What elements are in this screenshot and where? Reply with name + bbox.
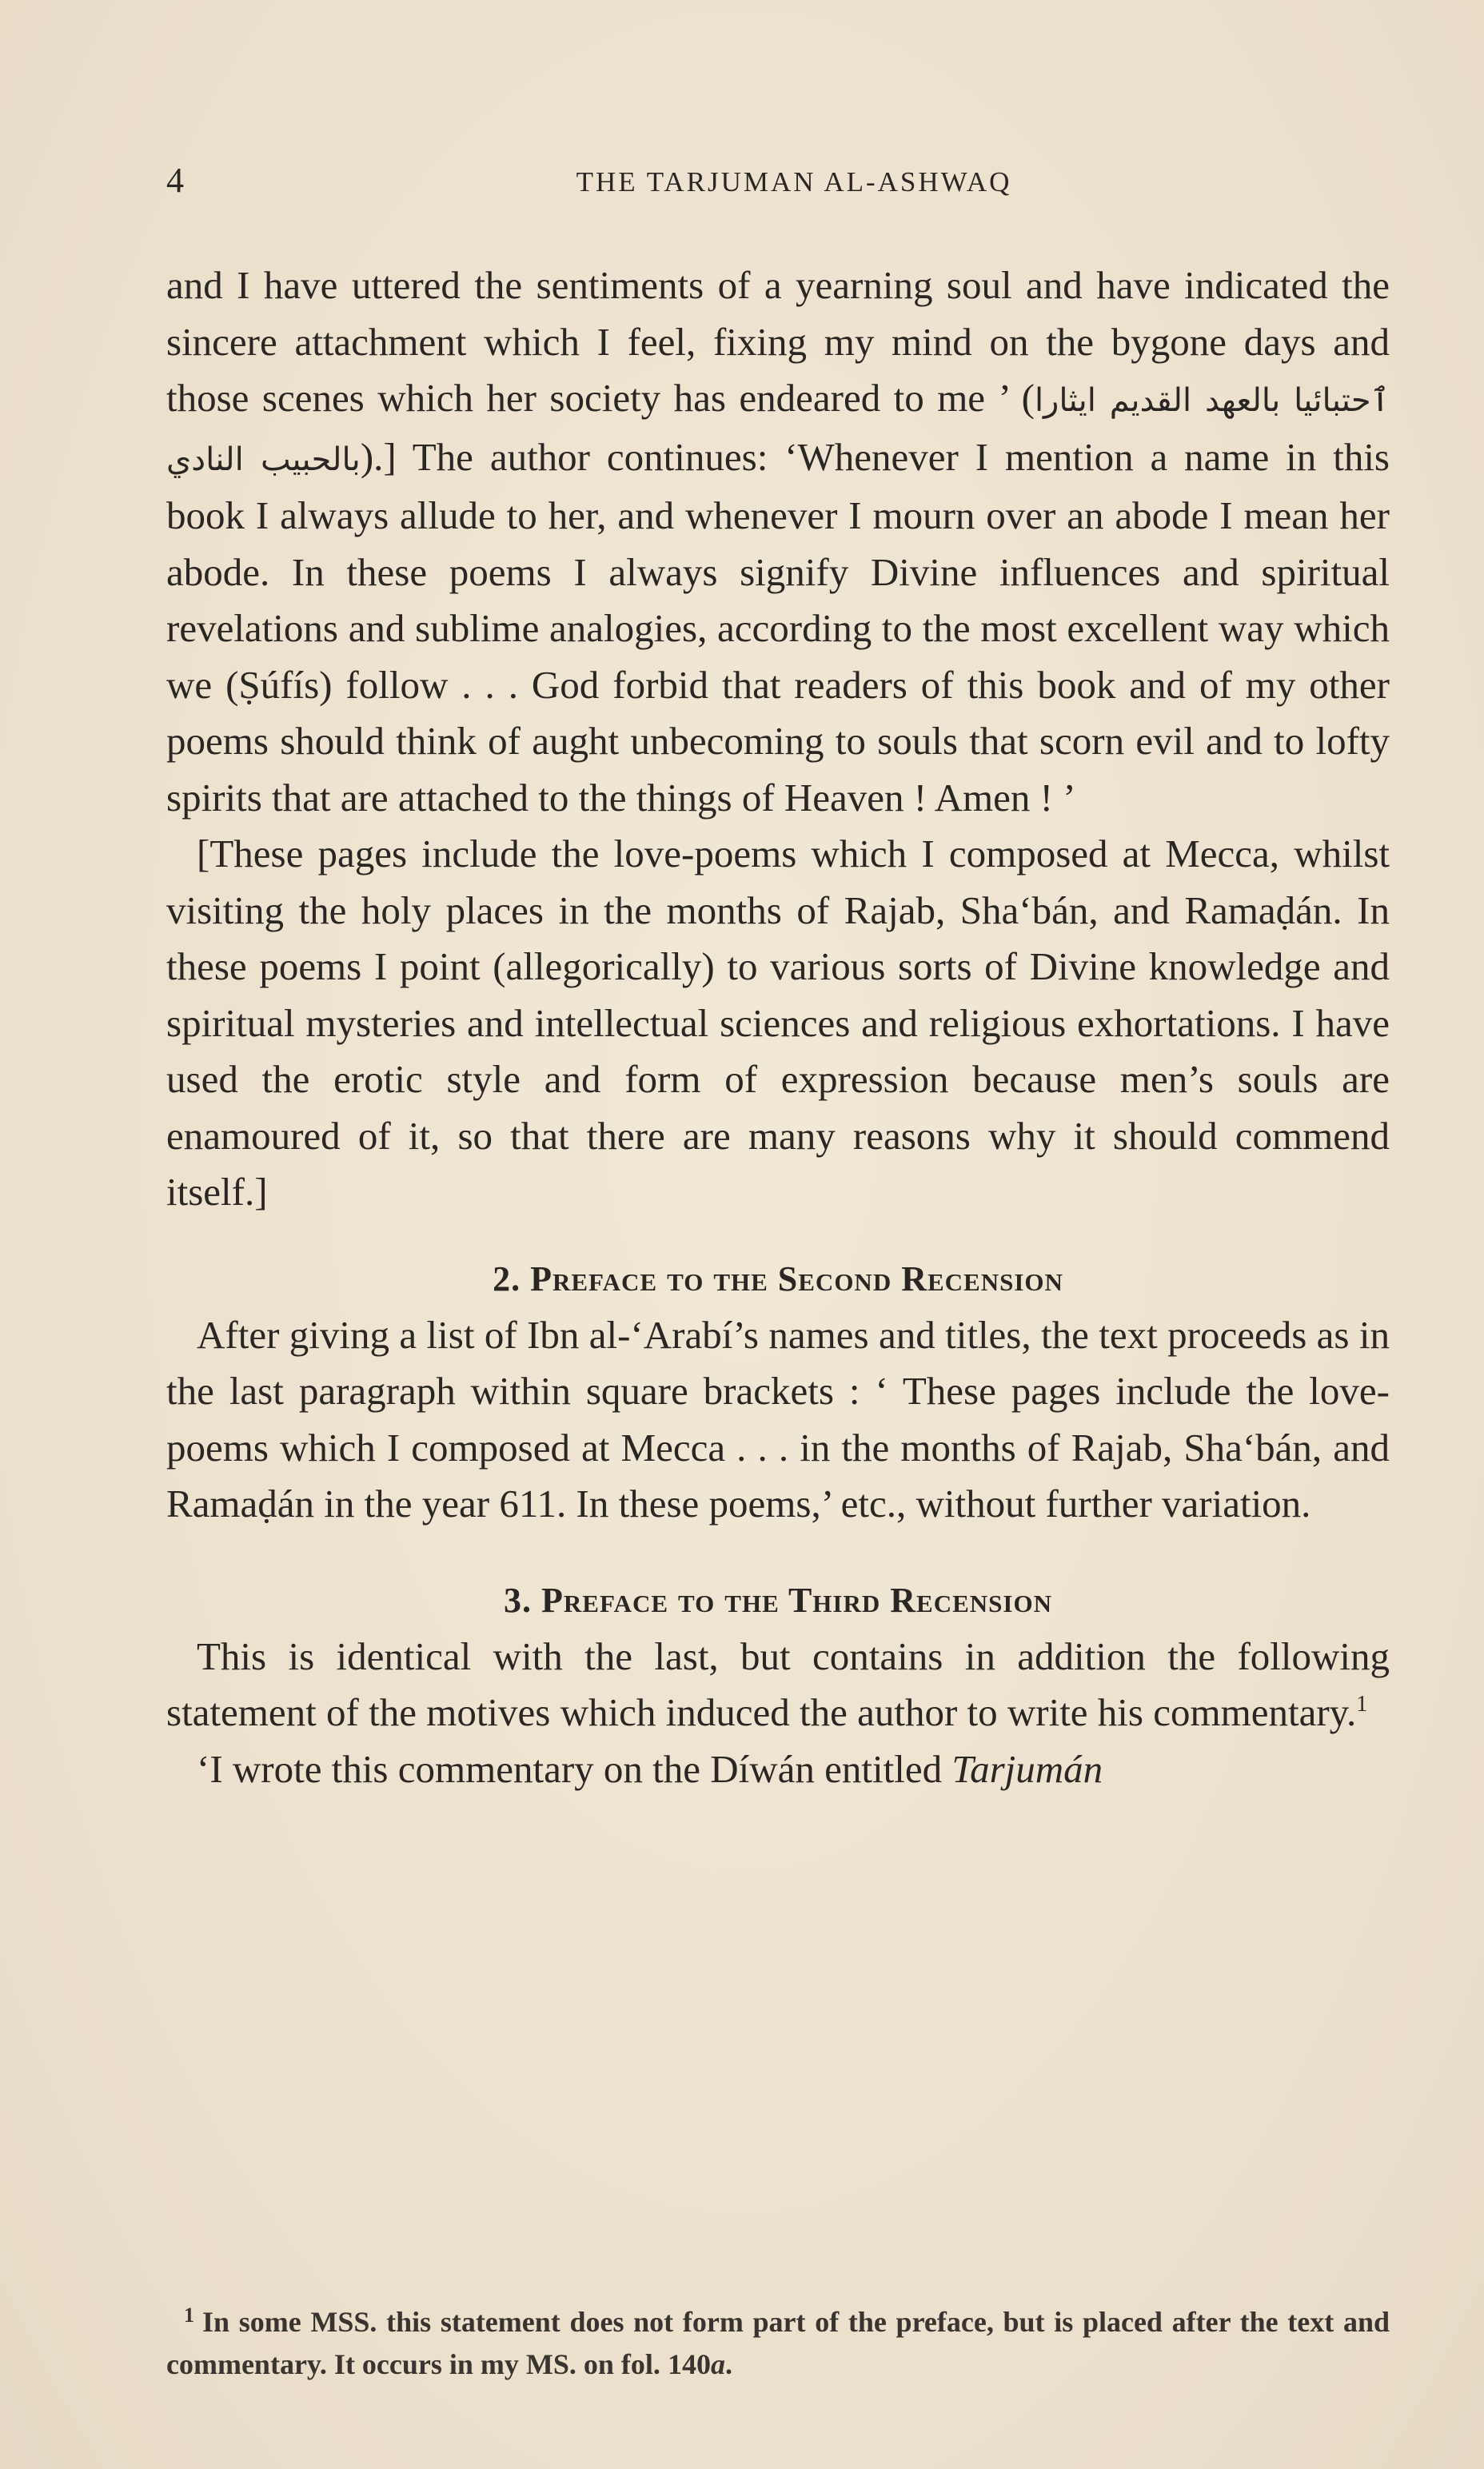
main-text	[166, 257, 1390, 1797]
paragraph-1	[166, 257, 1390, 826]
commentary-quote-text: ‘I wrote this commentary on the Díwán entitled	[197, 1746, 952, 1791]
footnote	[166, 2301, 1390, 2386]
commentary-quote-title: Tarjumán	[951, 1746, 1103, 1791]
page-number: 4	[166, 161, 184, 200]
footnote-paragraph	[166, 2301, 1390, 2386]
footnote-folio-letter: a	[710, 2348, 725, 2380]
footnote-text: In some MSS. this statement does not form part of the preface, but is placed after the text and commentary. It occurs in my MS. on fol.	[166, 2306, 1390, 2380]
page-header	[166, 160, 1390, 208]
running-title: THE TARJUMAN AL-ASHWAQ	[576, 166, 1012, 197]
third-recension-paragraph	[166, 1629, 1390, 1741]
section-heading-second-recension: 2. Preface to the Second Recension	[493, 1258, 1063, 1298]
footnote-marker: 1	[184, 2303, 194, 2327]
section-heading-third-recension: 3. Preface to the Third Recension	[504, 1580, 1052, 1620]
footnote-text-end: .	[724, 2348, 732, 2380]
second-recension-paragraph: After giving a list of Ibn al-‘Arabí’s names and titles, the text proceeds as in the last paragraph within square brackets : ‘ These pages include the love-poems which I composed at Mecca . . . in the months of Rajab, Sha‘bán, and Ramaḍán in the year 611. In these poems,’ etc., without further variation.	[166, 1312, 1390, 1526]
arabic-quotation: ٱحتبائيا بالعهد القديم ايثارا بالحبيب النادي	[166, 382, 1390, 478]
paragraph-1-text-after: ).] The author continues: ‘Whenever I mention a name in this book I always allude to her, and whenever I mourn over an abode I mean her abode. In these poems I always signify Divine influences and spiritual revelations and sublime analogies, according to the most excellent way which we (Ṣúfís) follow . . . God forbid that readers of this book and of my other poems should think of aught unbecoming to souls that scorn evil and to lofty spirits that are attached to the things of Heaven ! Amen ! ’	[166, 434, 1390, 820]
commentary-quote-paragraph	[166, 1741, 1390, 1798]
footnote-folio-number: 140	[667, 2348, 711, 2380]
footnote-reference: 1	[1356, 1692, 1368, 1717]
paragraph-1-text-before: and I have uttered the sentiments of a yearning soul and have indicated the sincere attachment which I feel, fixing my mind on the bygone days and those scenes which her society has endeared to me ’ (	[166, 263, 1390, 420]
paragraph-2: [These pages include the love-poems which I composed at Mecca, whilst visiting the holy places in the months of Rajab, Sha‘bán, and Ramaḍán. In these poems I point (allegorically) to various sorts of Divine knowledge and spiritual mysteries and intellectual sciences and religious exhortations. I have used the erotic style and form of expression because men’s souls are enamoured of it, so that there are many reasons why it should commend itself.]	[166, 832, 1390, 1214]
third-recension-text: This is identical with the last, but contains in addition the following statement of the motives which induced the author to write his commentary.	[166, 1633, 1390, 1734]
